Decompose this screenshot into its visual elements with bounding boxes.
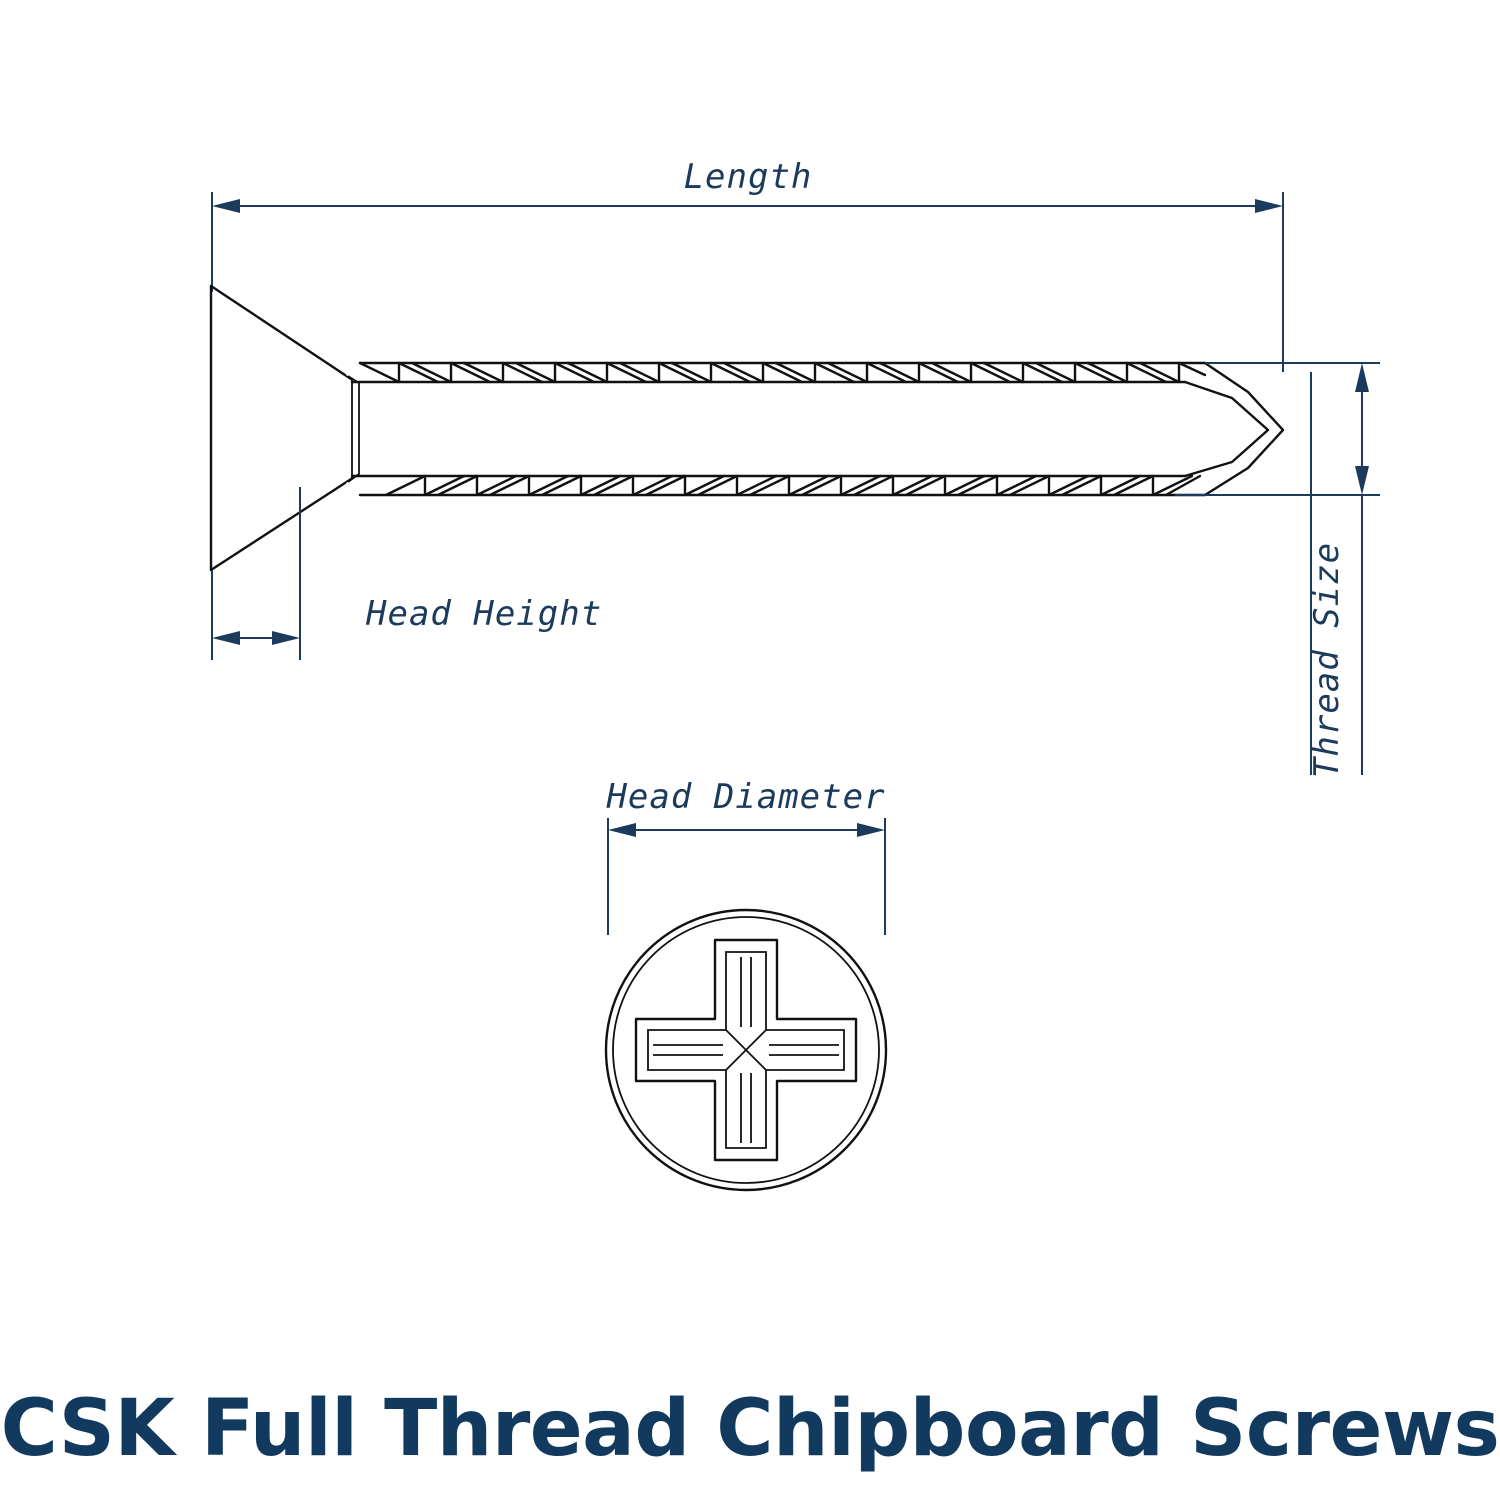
page-title: CSK Full Thread Chipboard Screws (0, 1384, 1500, 1474)
arrow-head-icon (608, 823, 636, 837)
thread-size-label: Thread Size (1307, 541, 1347, 779)
length-label: Length (683, 157, 813, 197)
head-height-dimension (212, 487, 602, 660)
side-view-screw (211, 286, 1283, 570)
head-diameter-label: Head Diameter (606, 777, 886, 817)
head-shank-detail (340, 372, 352, 486)
head-shank-detail-2 (348, 376, 359, 482)
arrow-head-icon (857, 823, 885, 837)
head-diameter-dimension (605, 777, 885, 935)
arrow-head-icon (212, 199, 240, 213)
arrow-head-icon (272, 631, 300, 645)
length-dimension (212, 157, 1283, 372)
screw-tip-outer (1205, 363, 1283, 495)
head-cone-top (211, 286, 345, 375)
screw-tip (1185, 382, 1268, 476)
head-cone-bottom (211, 483, 345, 570)
thread-profile-bottom (386, 476, 1200, 495)
arrow-head-icon (1355, 363, 1369, 392)
thread-profile-top (360, 363, 1205, 382)
top-view-screw-head (606, 910, 886, 1190)
arrow-head-icon (212, 631, 240, 645)
head-height-label: Head Height (366, 594, 603, 634)
arrow-head-icon (1355, 466, 1369, 495)
arrow-head-icon (1255, 199, 1283, 213)
